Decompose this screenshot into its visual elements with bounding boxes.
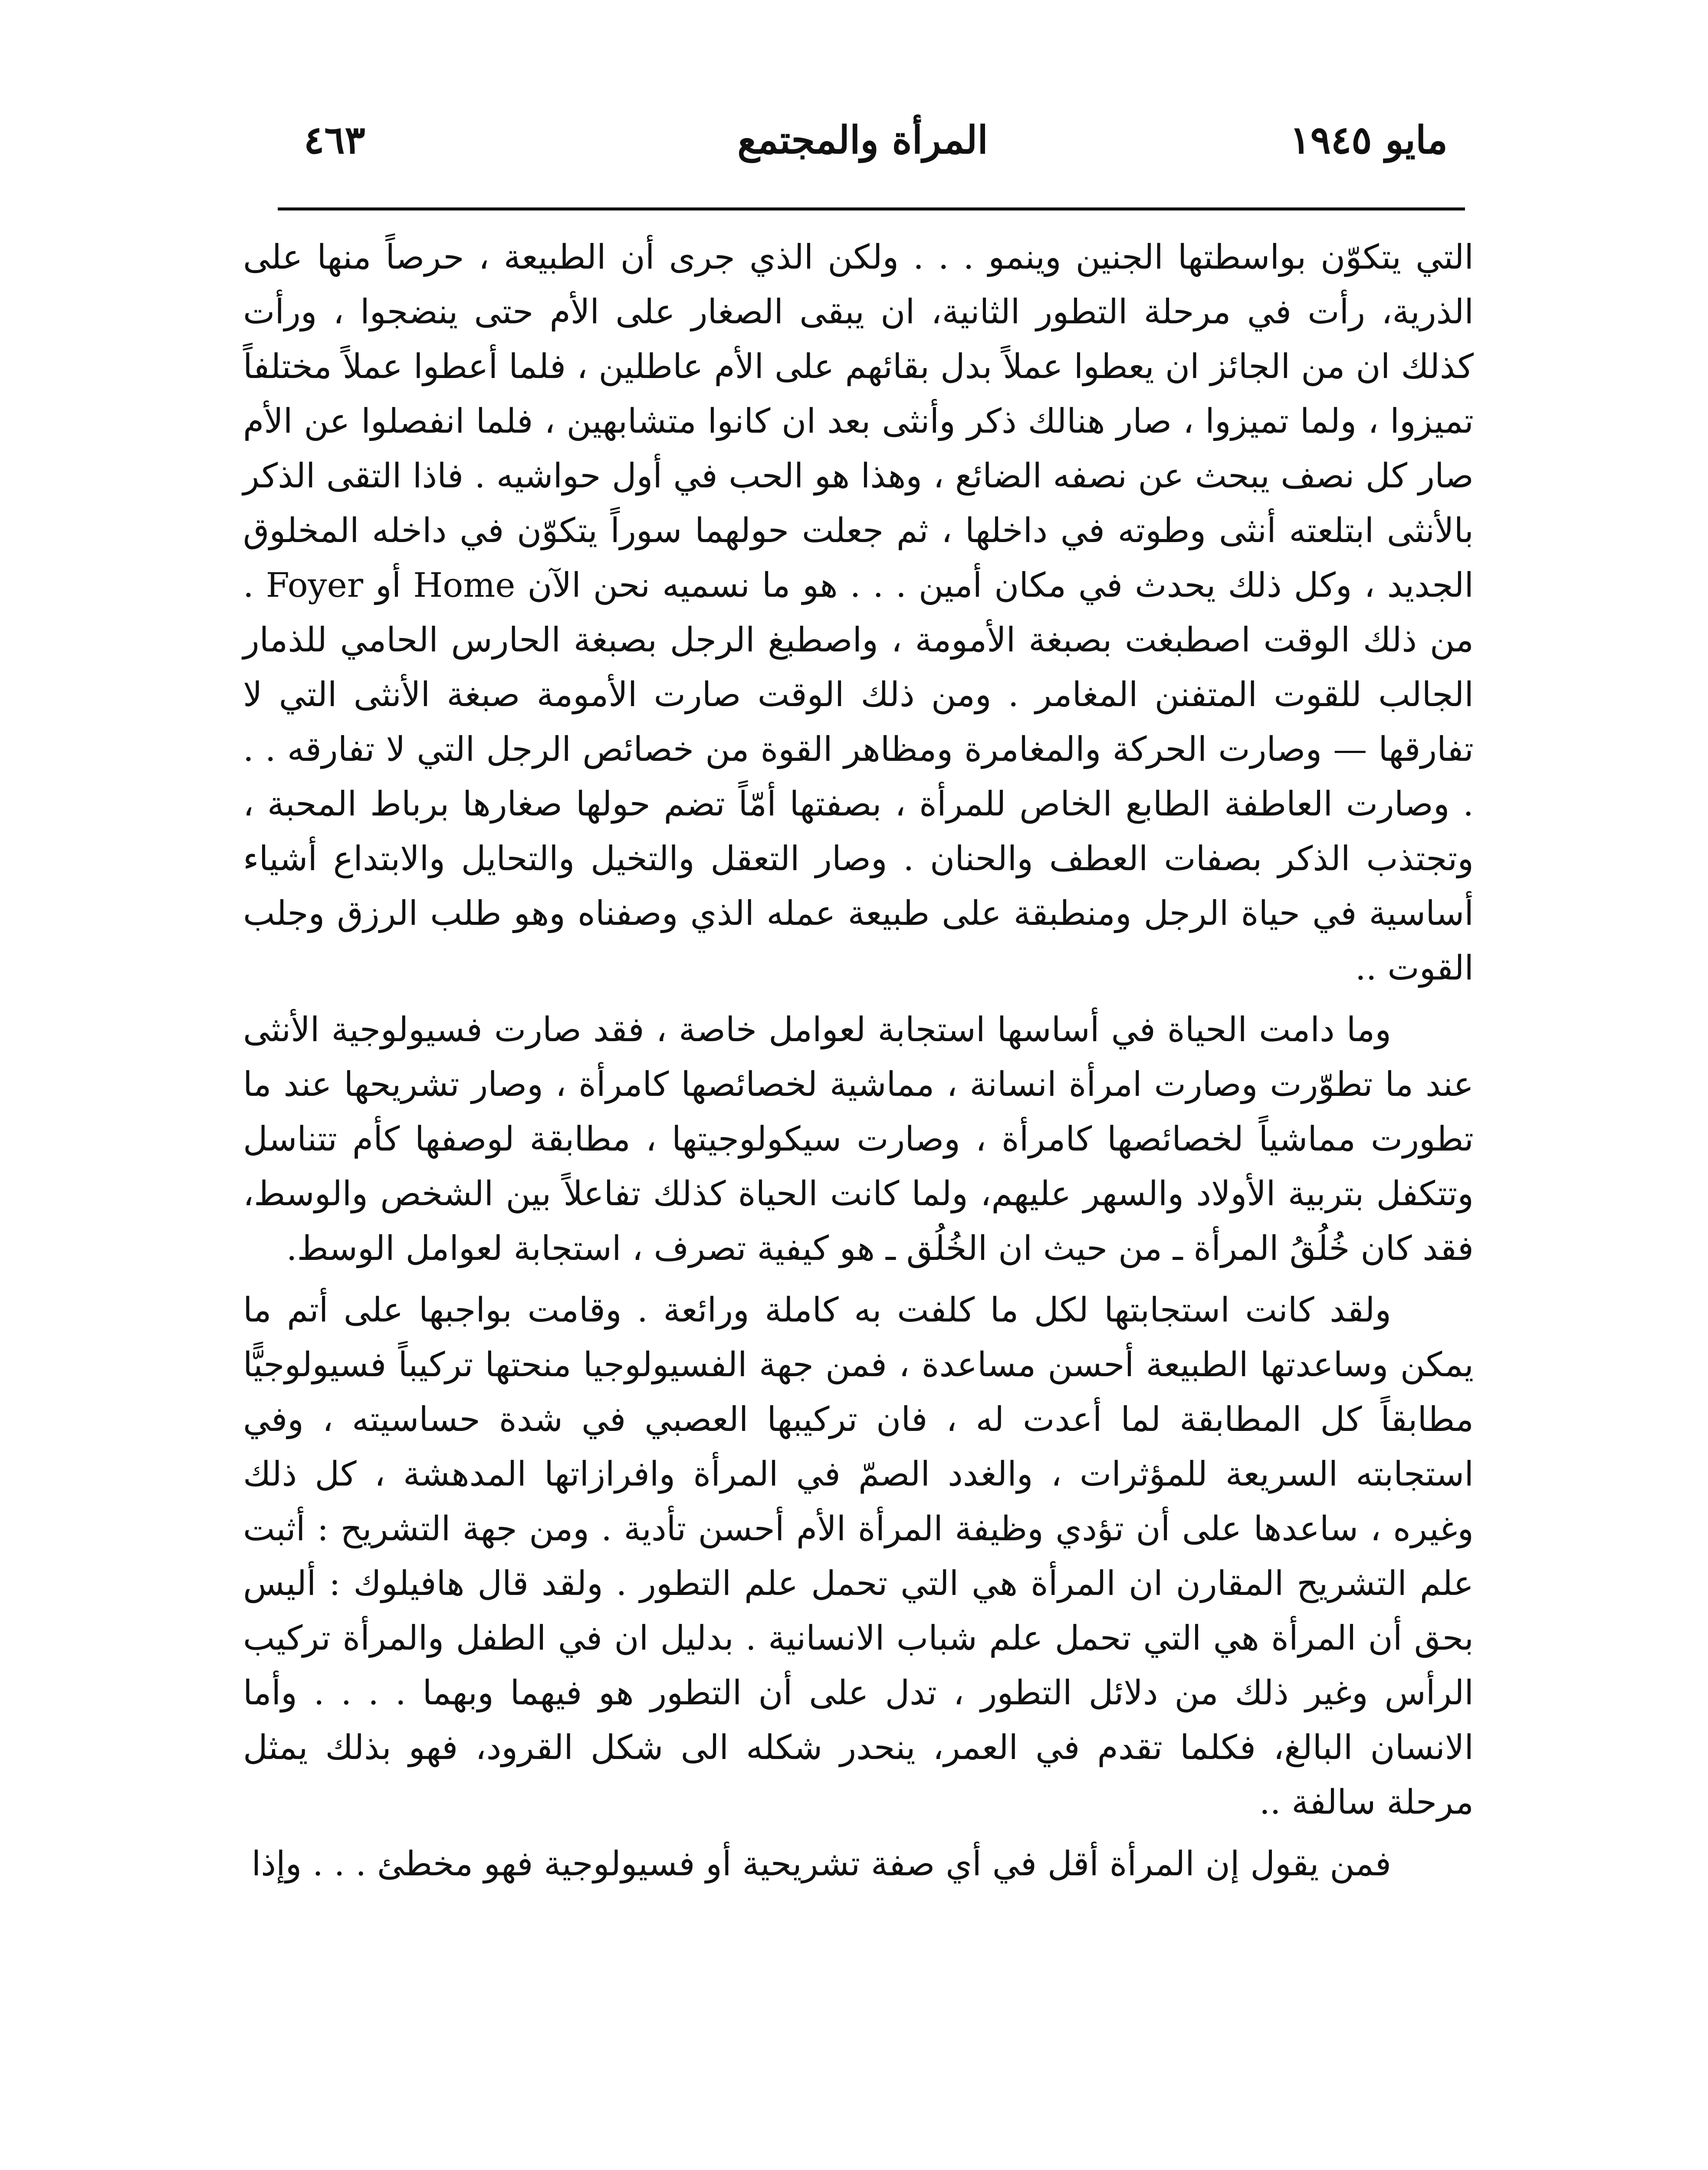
article-body <box>243 230 1474 1891</box>
paragraph: التي يتكوّن بواسطتها الجنين وينمو . . . ولكن الذي جرى أن الطبيعة ، حرصاً منها على الذرية، رأت في مرحلة التطور الثانية، ان يبقى الصغار على الأم حتى ينضجوا ، ورأت كذلك ان من الجائز ان يعطوا عملاً بدل بقائهم على الأم عاطلين ، فلما أعطوا عملاً مختلفاً تميزوا ، ولما تميزوا ، صار هنالك ذكر وأنثى بعد ان كانوا متشابهين ، فلما انفصلوا عن الأم صار كل نصف يبحث عن نصفه الضائع ، وهذا هو الحب في أول حواشيه . فاذا التقى الذكر بالأنثى ابتلعته أنثى وطوته في داخلها ، ثم جعلت حولهما سوراً يتكوّن في داخله المخلوق الجديد ، وكل ذلك يحدث في مكان أمين . . . هو ما نسميه نحن الآن Home أو Foyer . من ذلك الوقت اصطبغت بصبغة الأمومة ، واصطبغ الرجل بصبغة الحارس الحامي للذمار الجالب للقوت المتفنن المغامر . ومن ذلك الوقت صارت الأمومة صبغة الأنثى التي لا تفارقها — وصارت الحركة والمغامرة ومظاهر القوة من خصائص الرجل التي لا تفارقه . . . وصارت العاطفة الطابع الخاص للمرأة ، بصفتها أمّاً تضم حولها صغارها برباط المحبة ، وتجتذب الذكر بصفات العطف والحنان . وصار التعقل والتخيل والتحايل والابتداع أشياء أساسية في حياة الرجل ومنطبقة على طبيعة عمله الذي وصفناه وهو طلب الرزق وجلب القوت .. <box>243 238 1474 988</box>
page-number: ٤٦٣ <box>304 117 365 162</box>
issue-date: مايو ١٩٤٥ <box>1290 117 1448 162</box>
header-divider <box>278 207 1465 210</box>
paragraph: ولقد كانت استجابتها لكل ما كلفت به كاملة ورائعة . وقامت بواجبها على أتم ما يمكن وساعدتها الطبيعة أحسن مساعدة ، فمن جهة الفسيولوجيا منحتها تركيباً فسيولوجيًّا مطابقاً كل المطابقة لما أعدت له ، فان تركيبها العصبي في شدة حساسيته ، وفي استجابته السريعة للمؤثرات ، والغدد الصمّ في المرأة وافرازاتها المدهشة ، كل ذلك وغيره ، ساعدها على أن تؤدي وظيفة المرأة الأم أحسن تأدية . ومن جهة التشريح : أثبت علم التشريح المقارن ان المرأة هي التي تحمل علم التطور . ولقد قال هافيلوك : أليس بحق أن المرأة هي التي تحمل علم شباب الانسانية . بدليل ان في الطفل والمرأة تركيب الرأس وغير ذلك من دلائل التطور ، تدل على أن التطور هو فيهما وبهما . . . . وأما الانسان البالغ، فكلما تقدم في العمر، ينحدر شكله الى شكل القرود، فهو بذلك يمثل مرحلة سالفة .. <box>243 1291 1474 1822</box>
paragraph: وما دامت الحياة في أساسها استجابة لعوامل خاصة ، فقد صارت فسيولوجية الأنثى عند ما تطوّرت وصارت امرأة انسانة ، مماشية لخصائصها كامرأة ، وصار تشريحها عند ما تطورت مماشياً لخصائصها كامرأة ، وصارت سيكولوجيتها ، مطابقة لوصفها كأم تتناسل وتتكفل بتربية الأولاد والسهر عليهم، ولما كانت الحياة كذلك تفاعلاً بين الشخص والوسط، فقد كان خُلُقُ المرأة ـ من حيث ان الخُلُق ـ هو كيفية تصرف ، استجابة لعوامل الوسط. <box>243 1010 1474 1268</box>
page-header <box>278 117 1448 182</box>
running-title: المرأة والمجتمع <box>737 117 988 162</box>
paragraph: فمن يقول إن المرأة أقل في أي صفة تشريحية أو فسيولوجية فهو مخطئ . . . وإذا <box>251 1844 1391 1884</box>
